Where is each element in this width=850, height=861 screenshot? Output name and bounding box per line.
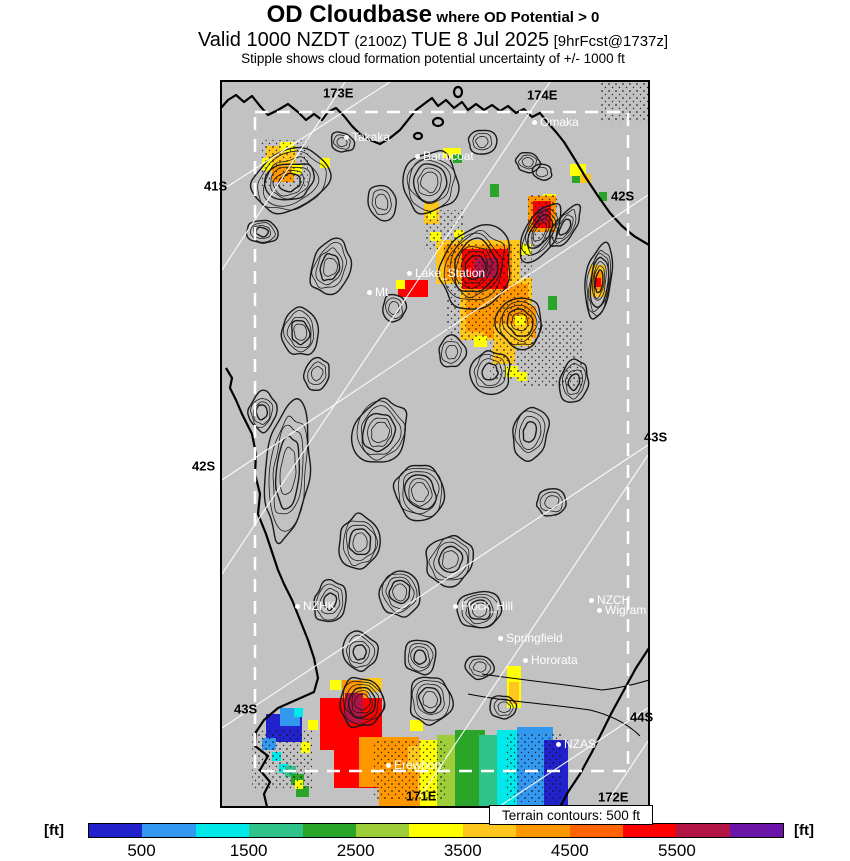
stipple-area (505, 732, 561, 802)
subtitle: Stipple shows cloud formation potential uncertainty of +/- 1000 ft (241, 51, 625, 67)
stipple-area (520, 320, 584, 386)
cloudbase-cell-yellow (308, 720, 318, 730)
valid-line (0, 29, 850, 51)
colorbar-segment-crimson (676, 824, 729, 837)
coordinate-label: 41S (204, 178, 228, 194)
page-title: OD Cloudbase (266, 1, 432, 28)
cloudbase-colorbar (88, 823, 784, 838)
colorbar-segment-dblue (142, 824, 195, 837)
unit-label-left: [ft] (44, 822, 64, 839)
forecast-info: [9hrFcst@1737z] (553, 32, 669, 50)
colorbar-segment-dorange (570, 824, 623, 837)
coordinate-label: 43S (234, 701, 258, 717)
place-label-text: Omaka (540, 115, 579, 129)
header (0, 2, 850, 66)
valid-time: Valid 1000 NZDT (197, 28, 350, 51)
colorbar-tick-label: 5500 (658, 841, 696, 860)
terrain-contour-note: Terrain contours: 500 ft (489, 805, 653, 825)
colorbar-segment-ygreen (356, 824, 409, 837)
cloudbase-cell-green (548, 296, 557, 310)
stipple-area (600, 82, 648, 122)
valid-date: TUE 8 Jul 2025 (411, 28, 550, 51)
place-label-text: Erewhon (394, 758, 442, 772)
place-label-text: Flock_Hill (461, 599, 514, 613)
place-label-text: Hororata (531, 653, 578, 667)
colorbar-tick-label: 3500 (443, 841, 482, 860)
place-label-text: Takaka (352, 130, 391, 144)
colorbar-tick-label: 1500 (229, 841, 268, 860)
cloudbase-cell-cyan (294, 708, 303, 717)
coordinate-label: 44S (630, 709, 654, 725)
stipple-area (252, 730, 312, 790)
place-label-text: Springfield (506, 631, 563, 645)
place-label-text: Wigram (605, 603, 647, 617)
cloudbase-cell-green (490, 184, 499, 197)
colorbar-segment-orange (516, 824, 569, 837)
unit-label-right: [ft] (794, 822, 814, 839)
coordinate-label: 172E (598, 789, 629, 805)
cloudbase-cell-yellow (330, 680, 341, 690)
map-frame (220, 80, 650, 808)
colorbar-segment-purple (730, 824, 783, 837)
place-label-text: Barnicoat (423, 149, 474, 163)
coordinate-label: 174E (527, 87, 558, 103)
place-label-text: NZAS (564, 737, 597, 751)
colorbar-segment-yellow (409, 824, 462, 837)
coordinate-label: 173E (323, 85, 354, 101)
place-label-text: Lake_Station (415, 266, 486, 280)
colorbar-segment-blue (89, 824, 142, 837)
colorbar-tick-label: 4500 (550, 841, 589, 860)
colorbar-segment-teal (249, 824, 302, 837)
coordinate-label: 43S (644, 429, 668, 445)
coordinate-label: 42S (611, 188, 635, 204)
place-label-text: NZHK (303, 599, 336, 613)
cloudbase-cell-yellow (410, 720, 423, 731)
terrain-map (222, 82, 648, 806)
colorbar-tick-label: 500 (127, 841, 156, 860)
place-label-text: Mt (375, 285, 389, 299)
title-line (0, 2, 850, 29)
colorbar-segment-cyan (196, 824, 249, 837)
valid-utc: (2100Z) (354, 32, 407, 50)
coordinate-label: 171E (406, 788, 437, 804)
place-label-text: NZCH (597, 593, 631, 607)
cloudbase-cell-green (453, 154, 462, 163)
title-condition: where OD Potential > 0 (436, 9, 600, 26)
colorbar-tick-label: 2500 (336, 841, 375, 860)
colorbar-segment-gold (463, 824, 516, 837)
coordinate-label: 42S (192, 458, 216, 474)
colorbar-segment-red (623, 824, 676, 837)
cloudbase-cell-yellow (396, 280, 405, 289)
colorbar-segment-green (303, 824, 356, 837)
